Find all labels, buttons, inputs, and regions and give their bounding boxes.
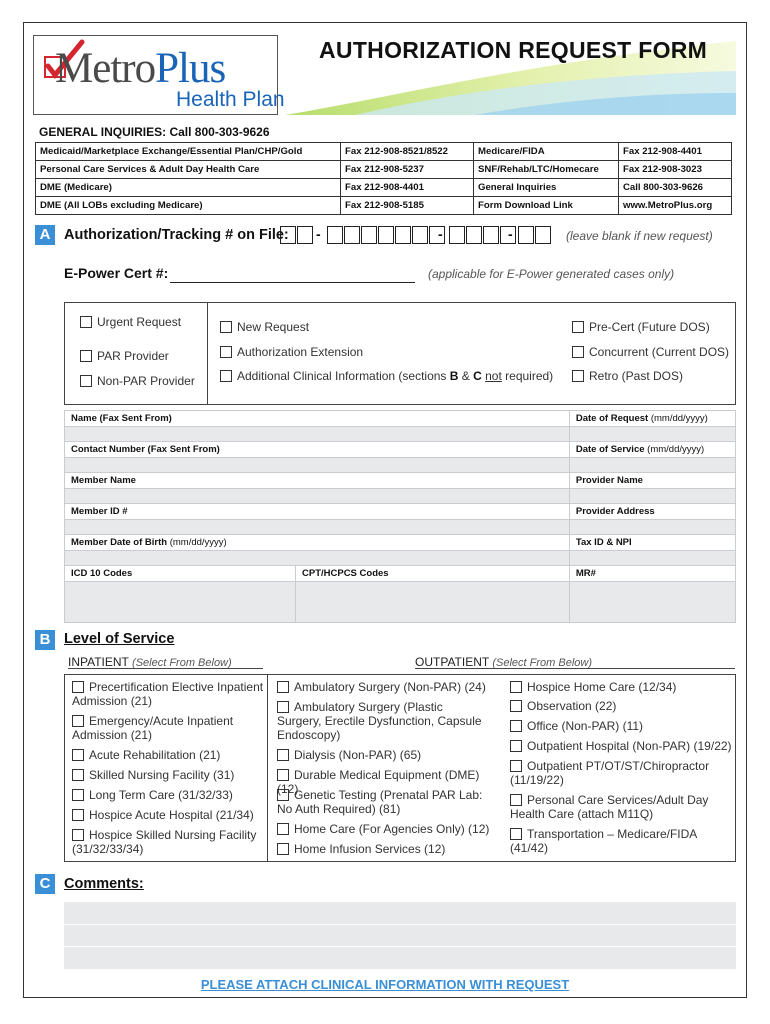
level-of-service-title: Level of Service bbox=[64, 631, 175, 647]
member-info-table bbox=[64, 410, 736, 623]
additional-info-checkbox[interactable]: Additional Clinical Information (sections B & C not required) bbox=[220, 369, 553, 383]
section-b-badge: B bbox=[35, 630, 55, 650]
outpatient-option-observation[interactable]: Observation (22) bbox=[510, 699, 732, 713]
icd-input[interactable] bbox=[65, 582, 296, 623]
auth-tracking-label: Authorization/Tracking # on File: bbox=[64, 227, 289, 243]
member-id-label: Member ID # bbox=[65, 504, 570, 520]
mr-input[interactable] bbox=[569, 582, 735, 623]
concurrent-checkbox[interactable]: Concurrent (Current DOS) bbox=[572, 345, 729, 359]
outpatient-option-dme[interactable]: Durable Medical Equipment (DME) (12) bbox=[277, 768, 480, 796]
inpatient-option-rehab[interactable]: Acute Rehabilitation (21) bbox=[72, 748, 264, 762]
provider-address-input[interactable] bbox=[569, 520, 735, 535]
auth-group-3[interactable] bbox=[449, 226, 517, 244]
auth-hint: (leave blank if new request) bbox=[566, 229, 713, 243]
cpt-label: CPT/HCPCS Codes bbox=[296, 566, 570, 582]
urgent-request-checkbox[interactable]: Urgent Request bbox=[80, 315, 181, 329]
table-cell: Fax 212-908-4401 bbox=[619, 143, 732, 161]
table-cell: Fax 212-908-5237 bbox=[341, 161, 474, 179]
inpatient-option-hospice-snf[interactable]: Hospice Skilled Nursing Facility (31/32/33/34) bbox=[72, 828, 257, 856]
contact-label: Contact Number (Fax Sent From) bbox=[65, 442, 570, 458]
table-row bbox=[36, 161, 732, 179]
outpatient-heading: OUTPATIENT (Select From Below) bbox=[415, 655, 592, 669]
logo-health-plan: Health Plan bbox=[176, 88, 285, 111]
date-service-input[interactable] bbox=[569, 458, 735, 473]
table-cell: DME (Medicare) bbox=[36, 179, 341, 197]
table-row bbox=[36, 197, 732, 215]
outpatient-option-pt-ot[interactable]: Outpatient PT/OT/ST/Chiropractor (11/19/22) bbox=[510, 759, 710, 787]
outpatient-option-office[interactable]: Office (Non-PAR) (11) bbox=[510, 719, 732, 733]
table-cell: SNF/Rehab/LTC/Homecare bbox=[474, 161, 619, 179]
table-cell: Fax 212-908-3023 bbox=[619, 161, 732, 179]
provider-name-label: Provider Name bbox=[569, 473, 735, 489]
auth-extension-checkbox[interactable]: Authorization Extension bbox=[220, 345, 363, 359]
retro-checkbox[interactable]: Retro (Past DOS) bbox=[572, 369, 683, 383]
inpatient-option-emergency[interactable]: Emergency/Acute Inpatient Admission (21) bbox=[72, 714, 234, 742]
table-cell: DME (All LOBs excluding Medicare) bbox=[36, 197, 341, 215]
comments-title: Comments: bbox=[64, 876, 144, 892]
epower-input[interactable] bbox=[170, 282, 415, 283]
name-input[interactable] bbox=[65, 427, 570, 442]
contact-input[interactable] bbox=[65, 458, 570, 473]
auth-group-1[interactable] bbox=[280, 226, 314, 244]
form-title: AUTHORIZATION REQUEST FORM bbox=[319, 37, 708, 63]
outpatient-option-personal-care[interactable]: Personal Care Services/Adult Day Health Care (attach M11Q) bbox=[510, 793, 709, 821]
tax-id-label: Tax ID & NPI bbox=[569, 535, 735, 551]
divider bbox=[68, 668, 263, 669]
outpatient-option-home-infusion[interactable]: Home Infusion Services (12) bbox=[277, 842, 497, 856]
icd-label: ICD 10 Codes bbox=[65, 566, 296, 582]
outpatient-option-genetic[interactable]: Genetic Testing (Prenatal PAR Lab: No Auth Required) (81) bbox=[277, 788, 483, 816]
outpatient-option-hospital[interactable]: Outpatient Hospital (Non-PAR) (19/22) bbox=[510, 739, 734, 753]
inpatient-option-ltc[interactable]: Long Term Care (31/32/33) bbox=[72, 788, 264, 802]
dash: - bbox=[316, 226, 321, 242]
auth-group-4[interactable] bbox=[518, 226, 552, 244]
auth-group-2[interactable] bbox=[327, 226, 446, 244]
table-cell: Medicaid/Marketplace Exchange/Essential Plan/CHP/Gold bbox=[36, 143, 341, 161]
outpatient-option-home-care[interactable]: Home Care (For Agencies Only) (12) bbox=[277, 822, 497, 836]
member-name-input[interactable] bbox=[65, 489, 570, 504]
date-request-input[interactable] bbox=[569, 427, 735, 442]
cpt-input[interactable] bbox=[296, 582, 570, 623]
logo: MetroPlus bbox=[55, 45, 226, 92]
tax-id-input[interactable] bbox=[569, 551, 735, 566]
outpatient-option-dialysis[interactable]: Dialysis (Non-PAR) (65) bbox=[277, 748, 497, 762]
date-request-label: Date of Request (mm/dd/yyyy) bbox=[569, 411, 735, 427]
member-id-input[interactable] bbox=[65, 520, 570, 535]
dash: - bbox=[508, 226, 513, 242]
comment-line bbox=[64, 924, 736, 925]
section-a-badge: A bbox=[35, 225, 55, 245]
section-c-badge: C bbox=[35, 874, 55, 894]
mr-label: MR# bbox=[569, 566, 735, 582]
new-request-checkbox[interactable]: New Request bbox=[220, 320, 309, 334]
general-inquiries: GENERAL INQUIRIES: Call 800-303-9626 bbox=[39, 125, 270, 139]
table-row bbox=[36, 143, 732, 161]
epower-label: E-Power Cert #: bbox=[64, 265, 169, 281]
par-provider-checkbox[interactable]: PAR Provider bbox=[80, 349, 169, 363]
dash: - bbox=[438, 226, 443, 242]
inpatient-option-precert[interactable]: Precertification Elective Inpatient Admission (21) bbox=[72, 680, 264, 708]
table-cell: General Inquiries bbox=[474, 179, 619, 197]
outpatient-option-transportation[interactable]: Transportation – Medicare/FIDA (41/42) bbox=[510, 827, 697, 855]
comment-line bbox=[64, 946, 736, 947]
table-cell: Call 800-303-9626 bbox=[619, 179, 732, 197]
epower-hint: (applicable for E-Power generated cases only) bbox=[428, 267, 675, 281]
precert-checkbox[interactable]: Pre-Cert (Future DOS) bbox=[572, 320, 710, 334]
date-service-label: Date of Service (mm/dd/yyyy) bbox=[569, 442, 735, 458]
inpatient-heading: INPATIENT (Select From Below) bbox=[68, 655, 232, 669]
outpatient-option-amb-surgery[interactable]: Ambulatory Surgery (Non-PAR) (24) bbox=[277, 680, 497, 694]
footer-notice: PLEASE ATTACH CLINICAL INFORMATION WITH REQUEST bbox=[200, 977, 570, 992]
table-cell: Fax 212-908-4401 bbox=[341, 179, 474, 197]
divider bbox=[267, 675, 268, 861]
member-dob-label: Member Date of Birth (mm/dd/yyyy) bbox=[65, 535, 570, 551]
form-download-link[interactable]: www.MetroPlus.org bbox=[619, 197, 732, 215]
table-cell: Fax 212-908-8521/8522 bbox=[341, 143, 474, 161]
table-row bbox=[36, 179, 732, 197]
outpatient-option-amb-plastic[interactable]: Ambulatory Surgery (Plastic Surgery, Erectile Dysfunction, Capsule Endoscopy) bbox=[277, 700, 482, 742]
divider bbox=[415, 668, 735, 669]
table-cell: Fax 212-908-5185 bbox=[341, 197, 474, 215]
table-cell: Medicare/FIDA bbox=[474, 143, 619, 161]
inpatient-option-hospice-acute[interactable]: Hospice Acute Hospital (21/34) bbox=[72, 808, 264, 822]
outpatient-option-hospice-home[interactable]: Hospice Home Care (12/34) bbox=[510, 680, 732, 694]
table-cell: Form Download Link bbox=[474, 197, 619, 215]
name-label: Name (Fax Sent From) bbox=[65, 411, 570, 427]
comments-input[interactable] bbox=[64, 902, 736, 969]
member-dob-input[interactable] bbox=[65, 551, 570, 566]
provider-address-label: Provider Address bbox=[569, 504, 735, 520]
inpatient-option-snf[interactable]: Skilled Nursing Facility (31) bbox=[72, 768, 264, 782]
provider-name-input[interactable] bbox=[569, 489, 735, 504]
member-name-label: Member Name bbox=[65, 473, 570, 489]
divider bbox=[207, 303, 208, 404]
table-cell: Personal Care Services & Adult Day Health Care bbox=[36, 161, 341, 179]
nonpar-provider-checkbox[interactable]: Non-PAR Provider bbox=[80, 374, 195, 388]
contact-table bbox=[35, 142, 732, 215]
